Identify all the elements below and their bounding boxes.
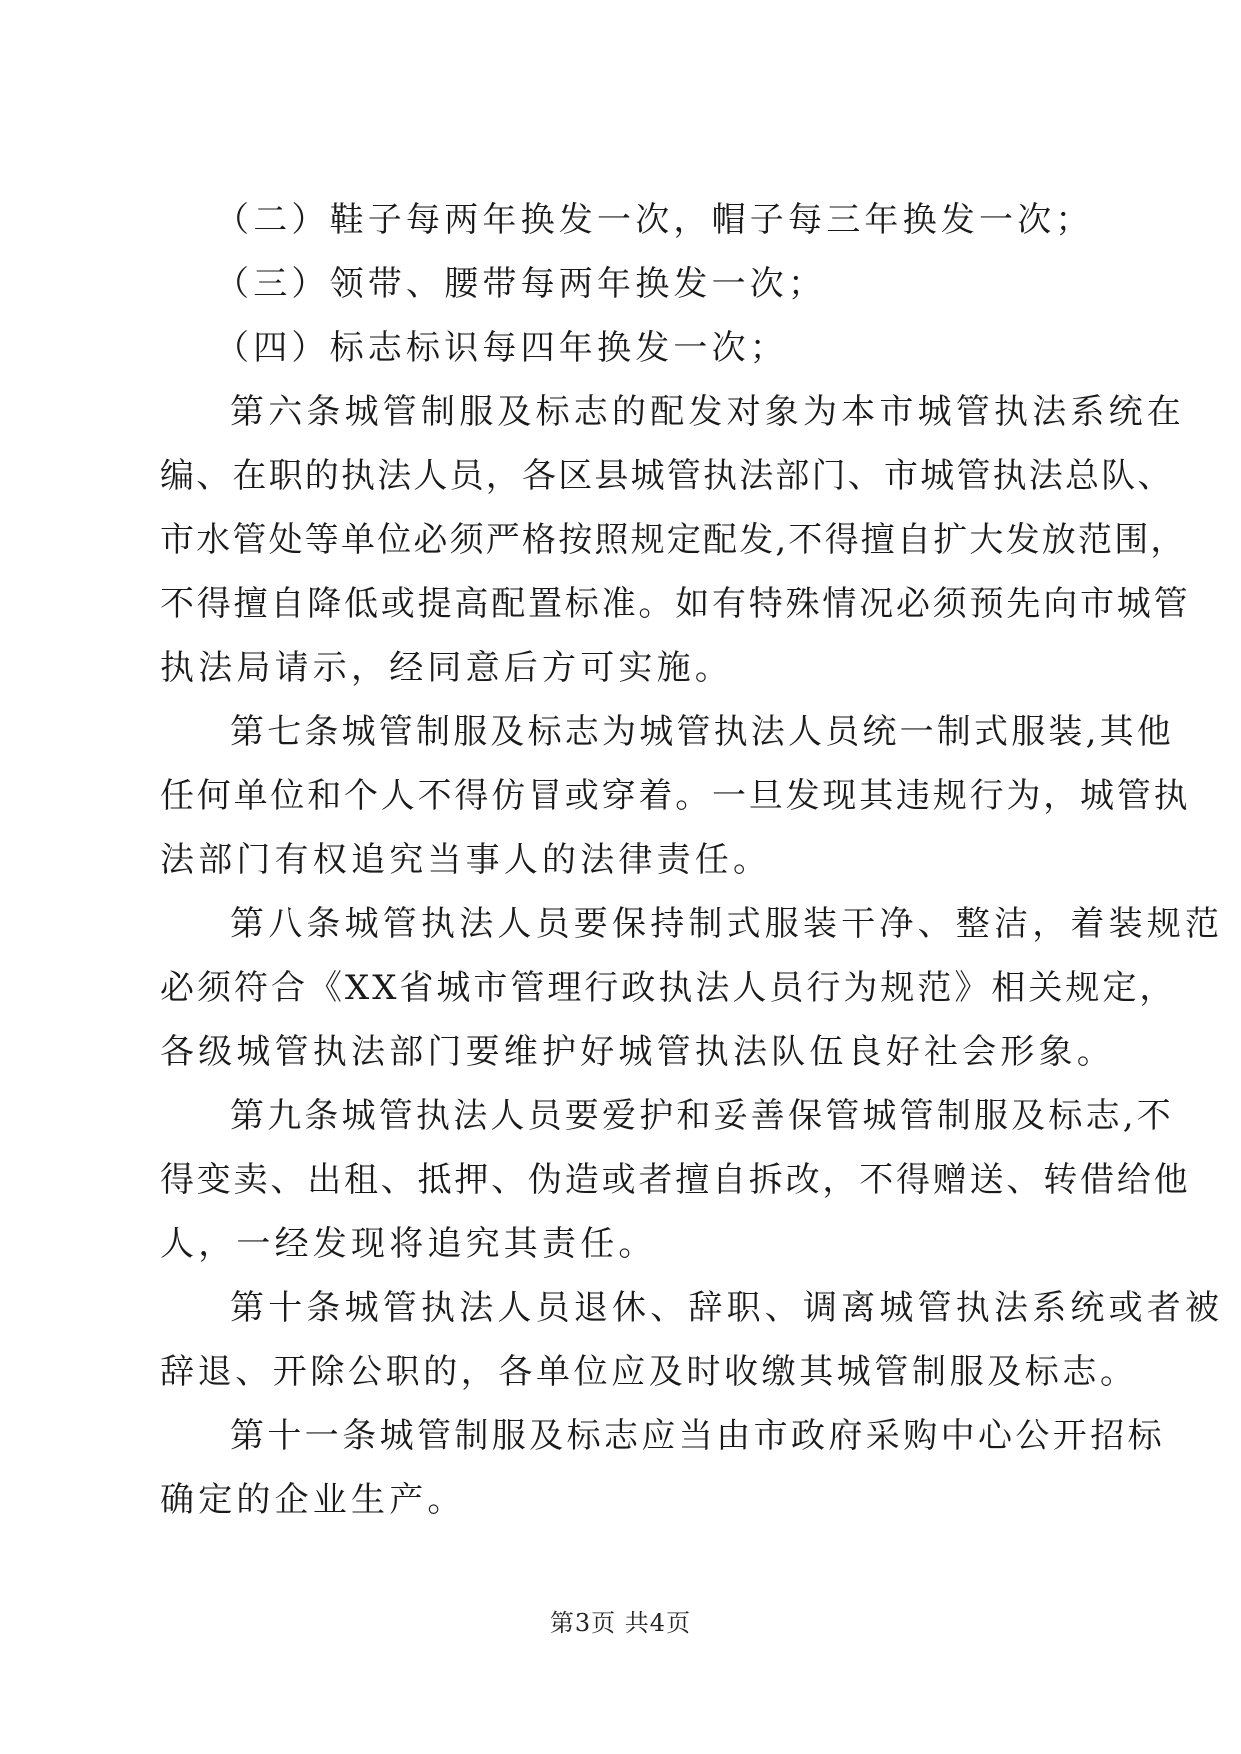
text-line: 法部门有权追究当事人的法律责任。: [160, 840, 772, 880]
text-line: 各级城管执法部门要维护好城管执法队伍良好社会形象。: [160, 1032, 1115, 1072]
text-line: （四）标志标识每四年换发一次；: [215, 328, 788, 368]
page-number-footer: 第3页 共4页: [549, 1609, 692, 1637]
text-line: 第十一条城管制服及标志应当由市政府采购中心公开招标: [230, 1416, 1165, 1456]
text-line: 人，一经发现将追究其责任。: [160, 1224, 657, 1264]
text-line: （二）鞋子每两年换发一次，帽子每三年换发一次；: [215, 200, 1094, 240]
text-line: 不得擅自降低或提高配置标准。如有特殊情况必须预先向市城管: [160, 584, 1191, 624]
text-line: 得变卖、出租、抵押、伪造或者擅自拆改，不得赠送、转借给他: [160, 1160, 1191, 1200]
text-line: 确定的企业生产。: [160, 1480, 466, 1520]
text-line: 必须符合《XX省城市管理行政执法人员行为规范》相关规定，: [160, 968, 1177, 1008]
text-line: 任何单位和个人不得仿冒或穿着。一旦发现其违规行为，城管执: [160, 776, 1191, 816]
text-line: 辞退、开除公职的，各单位应及时收缴其城管制服及标志。: [160, 1352, 1138, 1392]
text-line: 市水管处等单位必须严格按照规定配发,不得擅自扩大发放范围，: [160, 520, 1187, 560]
text-line: 第八条城管执法人员要保持制式服装干净、整洁，着装规范: [230, 904, 1224, 944]
text-line: 第六条城管制服及标志的配发对象为本市城管执法系统在: [230, 392, 1185, 432]
text-line: 第九条城管执法人员要爱护和妥善保管城管制服及标志,不: [230, 1096, 1175, 1136]
text-line: 第十条城管执法人员退休、辞职、调离城管执法系统或者被: [230, 1288, 1224, 1328]
text-line: 第七条城管制服及标志为城管执法人员统一制式服装,其他: [230, 712, 1175, 752]
text-line: 执法局请示，经同意后方可实施。: [160, 648, 733, 688]
text-line: （三）领带、腰带每两年换发一次；: [215, 264, 827, 304]
text-line: 编、在职的执法人员，各区县城管执法部门、市城管执法总队、: [160, 456, 1174, 496]
